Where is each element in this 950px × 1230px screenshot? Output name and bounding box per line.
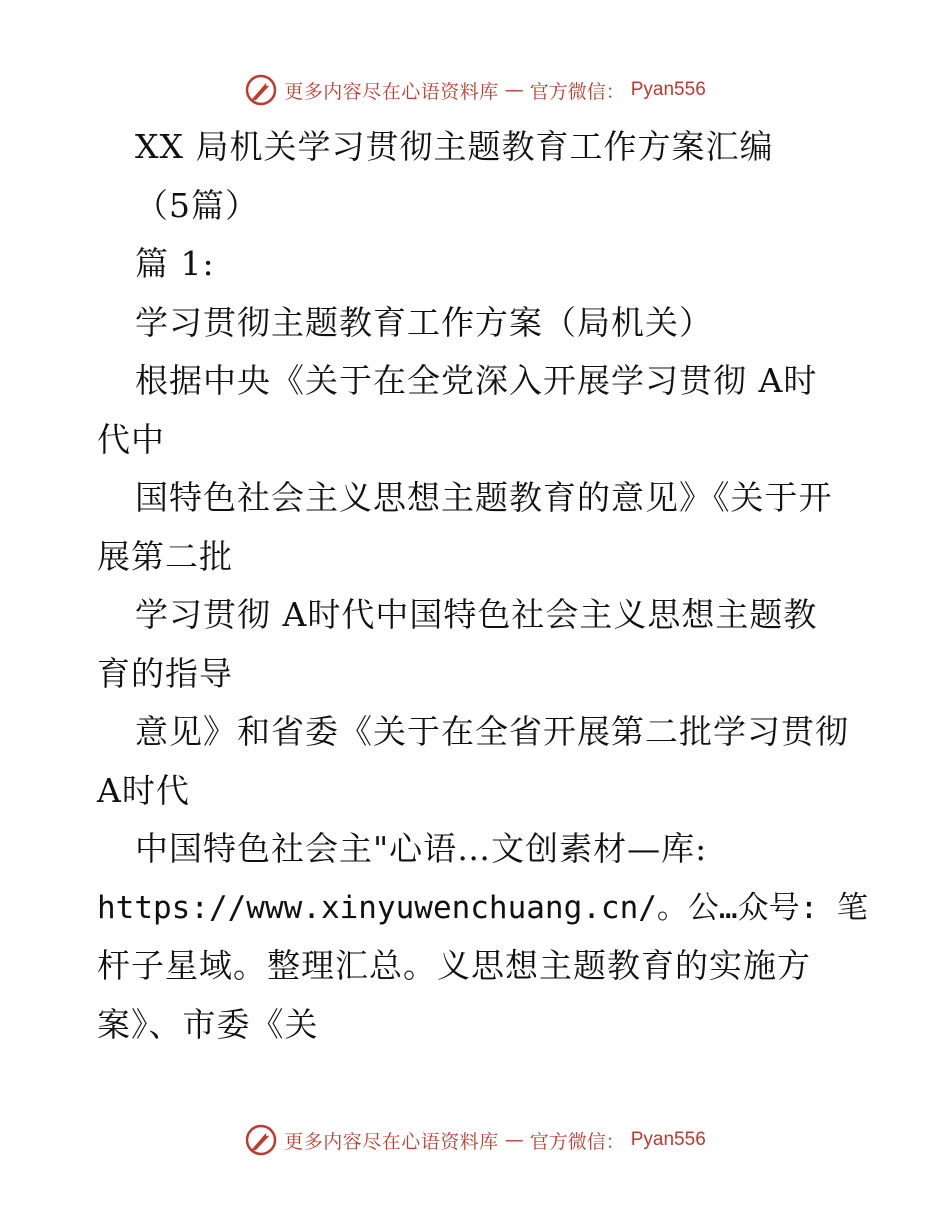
paragraph-line: 展第二批 xyxy=(97,536,233,576)
wechat-id: Pyan556 xyxy=(630,1129,706,1150)
watermark-text: 更多内容尽在心语资料库 xyxy=(284,80,499,103)
watermark-dash: — xyxy=(504,79,524,101)
watermark-text: 更多内容尽在心语资料库 xyxy=(284,1130,499,1153)
header-watermark xyxy=(0,70,950,110)
pen-circle-logo-icon xyxy=(244,1123,278,1157)
paragraph-line: 意见》和省委《关于在全省开展第二批学习贯彻 xyxy=(135,712,849,751)
wechat-label: 官方微信： xyxy=(529,1130,625,1153)
paragraph-line: 杆子星域。整理汇总。义思想主题教育的实施方 xyxy=(97,946,811,985)
document-subtitle: （5篇） xyxy=(135,185,259,225)
paragraph-line: 代中 xyxy=(97,419,165,459)
pen-circle-logo-icon xyxy=(244,73,278,107)
paragraph-line: 育的指导 xyxy=(97,653,233,693)
section-heading: 篇 1: xyxy=(135,244,215,283)
footer-watermark xyxy=(0,1120,950,1160)
document-body xyxy=(97,118,868,1054)
paragraph-line: 学习贯彻 A时代中国特色社会主义思想主题教 xyxy=(135,595,818,634)
paragraph-line: 国特色社会主义思想主题教育的意见》《关于开 xyxy=(135,478,833,517)
watermark-dash: — xyxy=(504,1129,524,1151)
wechat-id: Pyan556 xyxy=(630,79,706,100)
paragraph-line: 案》、市委《关 xyxy=(97,1004,319,1044)
document-title: XX 局机关学习贯彻主题教育工作方案汇编 xyxy=(135,127,774,166)
paragraph-line: 中国特色社会主"心语…文创素材—库: xyxy=(135,829,708,868)
section-title: 学习贯彻主题教育工作方案（局机关） xyxy=(135,302,713,342)
paragraph-line-url: https://www.xinyuwenchuang.cn/。公…众号: 笔 xyxy=(97,889,868,926)
paragraph-line: 根据中央《关于在全党深入开展学习贯彻 A时 xyxy=(135,361,818,400)
wechat-label: 官方微信： xyxy=(529,80,625,103)
paragraph-line: A时代 xyxy=(97,770,190,810)
